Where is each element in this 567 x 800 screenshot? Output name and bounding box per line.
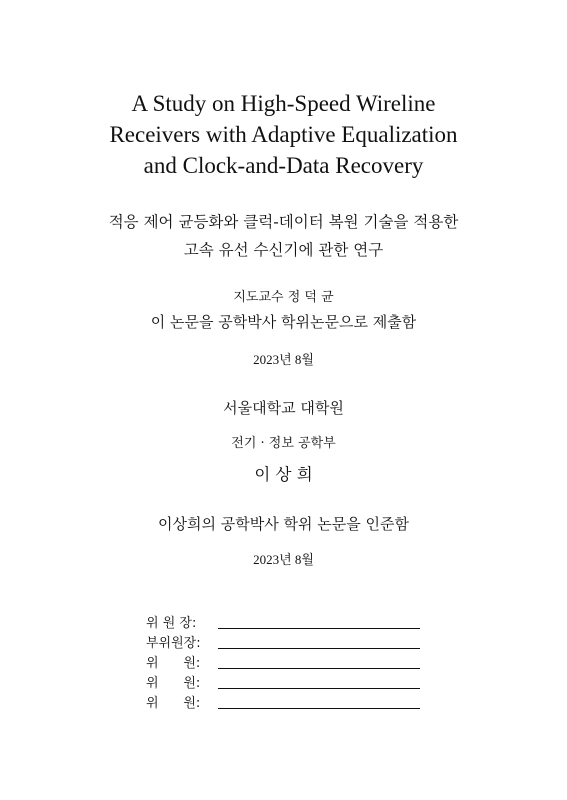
author-name: 이 상 희 bbox=[254, 465, 313, 484]
korean-title bbox=[0, 208, 567, 264]
committee-signature-block bbox=[146, 613, 426, 713]
submission-statement: 이 논문을 공학박사 학위논문으로 제출함 bbox=[150, 313, 417, 331]
approval-statement: 이상희의 공학박사 학위 논문을 인준함 bbox=[158, 515, 409, 533]
signature-row-chair bbox=[146, 613, 426, 633]
submission-date: 2023년 8월 bbox=[253, 352, 314, 367]
signature-row-member-2 bbox=[146, 673, 426, 693]
signature-row-vice-chair bbox=[146, 633, 426, 653]
signature-line bbox=[218, 708, 420, 709]
signature-line bbox=[218, 628, 420, 629]
signature-row-member-3 bbox=[146, 693, 426, 713]
signature-label: 위 원 장: bbox=[146, 616, 197, 631]
english-title bbox=[0, 88, 567, 181]
signature-line bbox=[218, 668, 420, 669]
korean-title-line-2: 고속 유선 수신기에 관한 연구 bbox=[183, 241, 384, 259]
signature-label: 위 원: bbox=[146, 656, 201, 671]
signature-line bbox=[218, 648, 420, 649]
english-title-line-1: A Study on High-Speed Wireline bbox=[131, 91, 436, 116]
advisor-name: 지도교수 정 덕 균 bbox=[233, 290, 334, 305]
university-name: 서울대학교 대학원 bbox=[223, 399, 344, 417]
korean-title-line-1: 적응 제어 균등화와 클럭-데이터 복원 기술을 적용한 bbox=[108, 213, 459, 231]
signature-label: 부위원장: bbox=[146, 636, 201, 651]
department-name: 전기 · 정보 공학부 bbox=[231, 436, 336, 451]
english-title-line-2: Receivers with Adaptive Equalization bbox=[109, 122, 458, 147]
english-title-line-3: and Clock-and-Data Recovery bbox=[143, 153, 424, 178]
signature-label: 위 원: bbox=[146, 696, 201, 711]
signature-label: 위 원: bbox=[146, 676, 201, 691]
signature-line bbox=[218, 688, 420, 689]
signature-row-member-1 bbox=[146, 653, 426, 673]
approval-date: 2023년 8월 bbox=[253, 552, 314, 567]
